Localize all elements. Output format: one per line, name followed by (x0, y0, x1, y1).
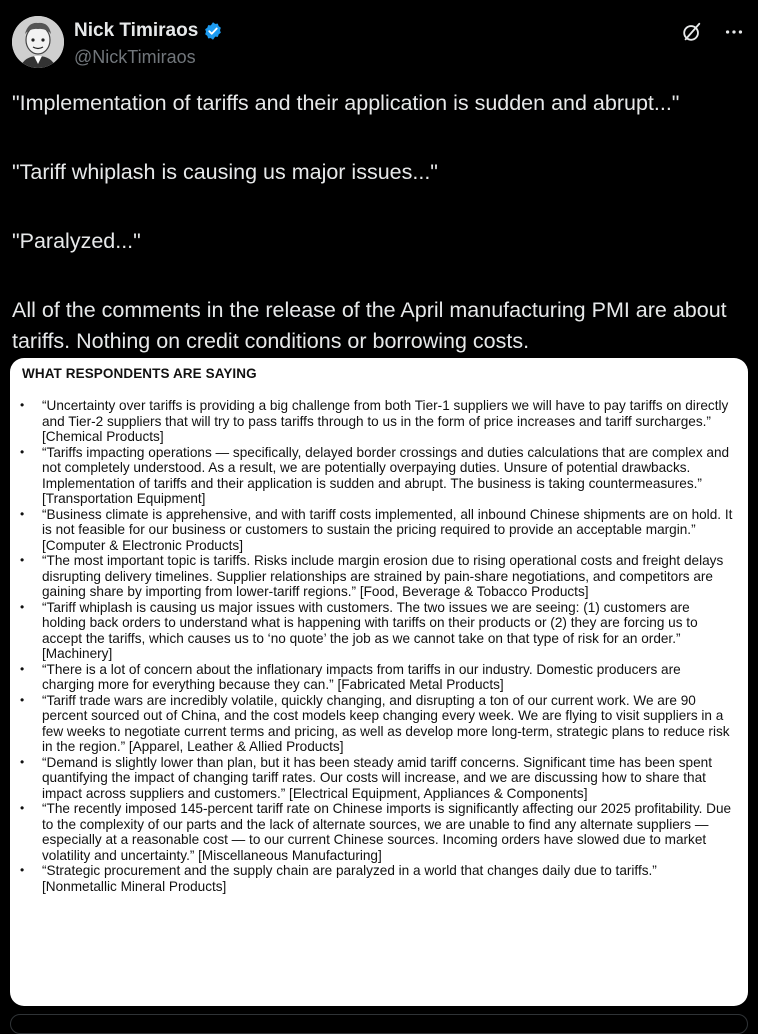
list-item (18, 755, 734, 802)
tweet-paragraph: "Implementation of tariffs and their application is sudden and abrupt..." (12, 91, 680, 115)
avatar-portrait-icon (12, 16, 64, 68)
attached-image-card[interactable] (10, 358, 748, 1006)
list-item (18, 398, 734, 445)
tweet-paragraph: "Paralyzed..." (12, 229, 141, 253)
bullet-icon: • (20, 863, 25, 877)
list-item (18, 693, 734, 755)
list-item (18, 445, 734, 507)
bullet-icon: • (20, 444, 25, 459)
tweet-paragraph: "Tariff whiplash is causing us major issues..." (12, 160, 438, 184)
quote-text: “Tariff whiplash is causing us major issues with customers. The two issues we are seeing: (1) customers are holding back orders to understand what is happening with tariffs on their products or (2) they are forcing us to accept the tariffs, which causes us to ‘no quote’ the job as we cannot take on that type of risk for an order.” [Machinery] (42, 599, 698, 661)
tweet-text (12, 88, 742, 357)
quote-text: “Strategic procurement and the supply chain are paralyzed in a world that changes daily due to tariffs.” [Nonmetallic Mineral Products] (42, 863, 657, 894)
quote-text: “There is a lot of concern about the inflationary impacts from tariffs in our industry. Domestic producers are charging more for everything because they can.” [Fabricated Metal Products] (42, 661, 681, 692)
quote-text: “Business climate is apprehensive, and with tariff costs implemented, all inbound Chinese shipments are on hold. It is not feasible for our business or customers to sustain the pricing required to provide an acceptable margin.” [Computer & Electronic Products] (42, 506, 733, 553)
quote-text: “The recently imposed 145-percent tariff rate on Chinese imports is significantly affecting our 2025 profitability. Due to the complexity of our parts and the lack of alternate sources, we are unable to find any alternate suppliers — especially at a reasonable cost — to our current Chinese sources. Incoming orders have slowed due to market volatility and uncertainty.” [Miscellaneous Manufacturing] (42, 801, 732, 863)
list-item (18, 801, 734, 863)
bullet-icon: • (20, 661, 25, 676)
quote-text: “Tariff trade wars are incredibly volatile, quickly changing, and disrupting a ton of our current work. We are 90 percent sourced out of China, and the cost models keep changing every week. We are flying to visit suppliers in a few weeks to negotiate current terms and pricing, as well as develop more long-term, strategic plans to reduce risk in the region.” [Apparel, Leather & Allied Products] (42, 692, 730, 754)
list-item (18, 507, 734, 554)
verified-badge-icon (203, 21, 223, 41)
author-handle[interactable]: @NickTimiraos (74, 47, 196, 67)
quote-text: “Demand is slightly lower than plan, but it has been steady amid tariff concerns. Significant time has been spent quantifying the impact of changing tariff rates. Our costs will increase, and we are discussing how to share that impact across suppliers and customers.” [Electrical Equipment, Appliances & Components] (42, 754, 712, 801)
card-title: WHAT RESPONDENTS ARE SAYING (22, 366, 257, 381)
tweet-header (12, 14, 746, 74)
quote-text: “The most important topic is tariffs. Risks include margin erosion due to rising operational costs and freight delays disrupting delivery timelines. Supplier relationships are strained by pain-share negotiations, and competitors are gaining share by importing from lower-tariff regions.” [Food, Beverage & Tobacco Products] (42, 553, 724, 599)
tweet-paragraph: All of the comments in the release of the April manufacturing PMI are about tariffs. Nothing on credit conditions or borrowing costs. (12, 298, 727, 353)
bullet-icon: • (20, 506, 25, 521)
more-icon[interactable] (722, 20, 746, 44)
grok-icon[interactable] (680, 20, 704, 44)
quote-text: “Tariffs impacting operations — specifically, delayed border crossings and duties calculations that are complex and not completely understood. As a result, we are potentially overpaying duties. Unsure of potential drawbacks. Implementation of tariffs and their application is sudden and abrupt. The business is taking countermeasures.” [Transportation Equipment] (42, 444, 730, 506)
list-item (18, 662, 734, 693)
quote-text: “Uncertainty over tariffs is providing a big challenge from both Tier-1 suppliers we will have to pay tariffs on directly and Tier-2 suppliers that will try to pass tariffs through to us in the form of price increases and tariff surcharges.” [Chemical Products] (42, 398, 729, 444)
bullet-icon: • (20, 754, 25, 769)
author-name[interactable]: Nick Timiraos (74, 20, 199, 41)
bullet-icon: • (20, 801, 25, 815)
list-item (18, 600, 734, 662)
next-media-edge (10, 1014, 748, 1034)
bullet-icon: • (20, 599, 25, 614)
avatar[interactable] (12, 16, 64, 68)
list-item (18, 863, 734, 894)
bullet-icon: • (20, 692, 25, 707)
bullet-icon: • (20, 553, 25, 567)
list-item (18, 553, 734, 600)
respondent-quotes-list (18, 398, 734, 894)
bullet-icon: • (20, 398, 25, 412)
